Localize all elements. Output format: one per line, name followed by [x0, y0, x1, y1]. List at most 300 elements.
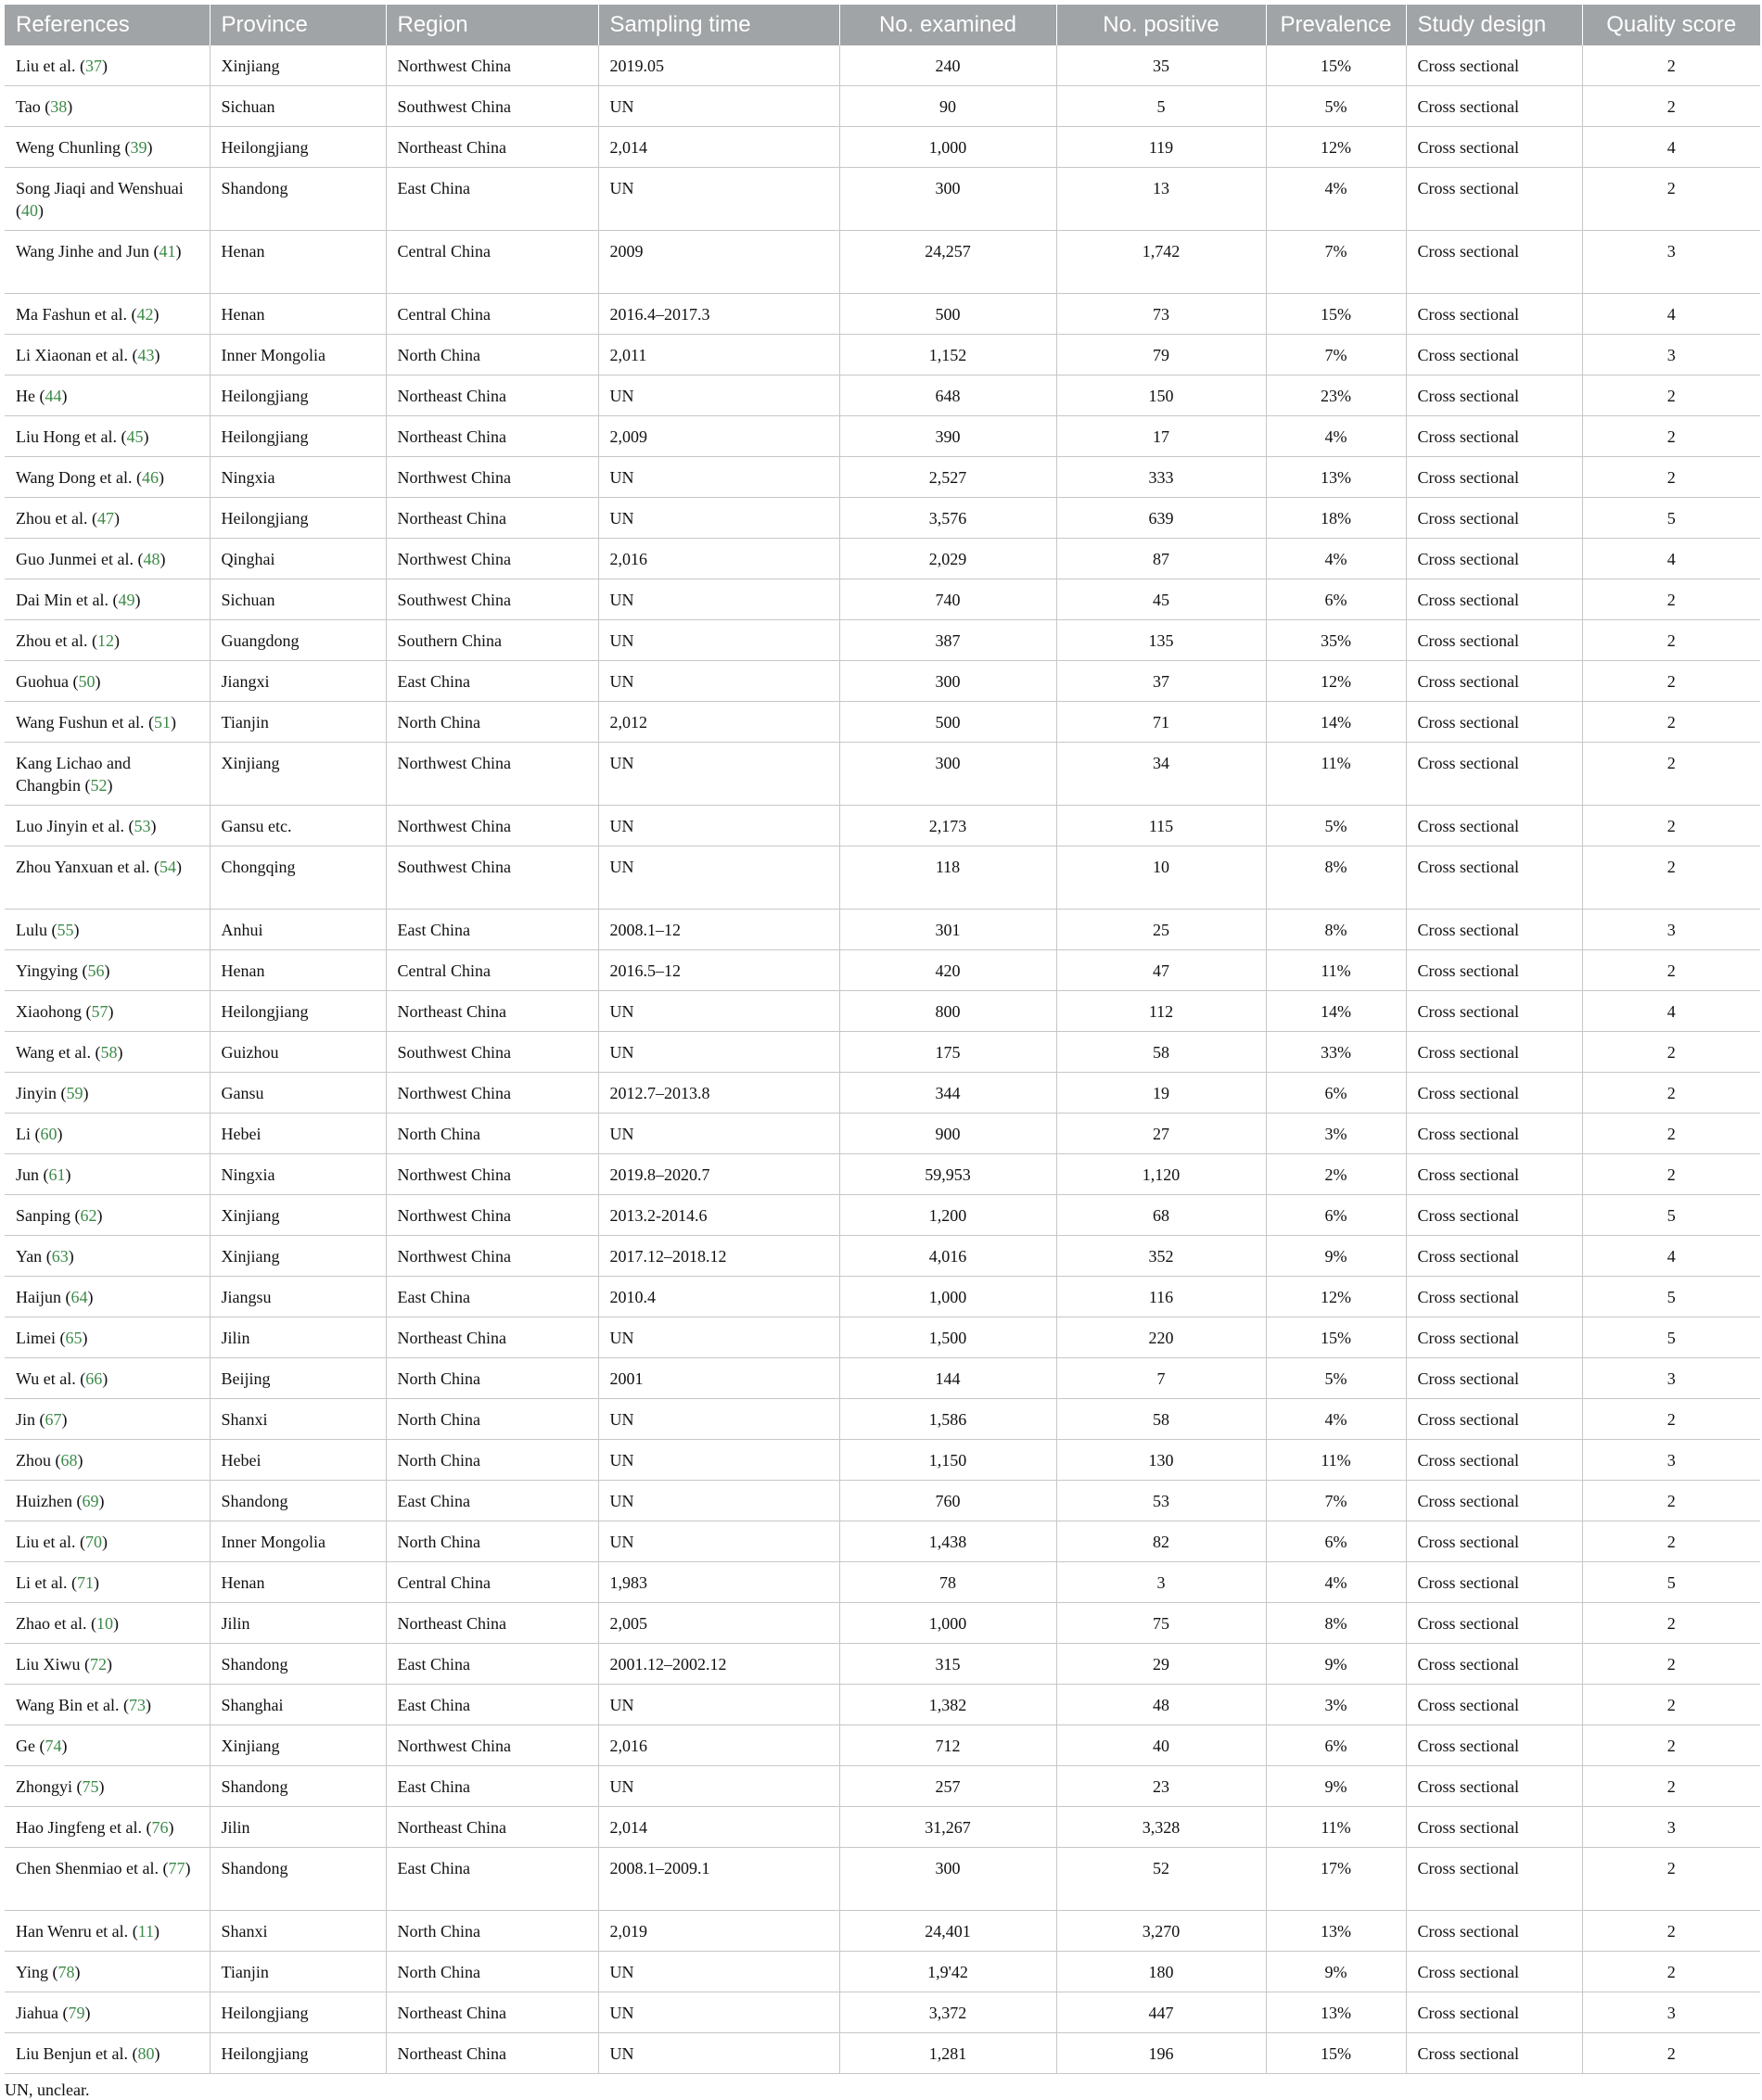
cell-sampling-time: UN	[598, 806, 839, 846]
cell-region: Northeast China	[386, 1603, 598, 1644]
cell-region: North China	[386, 1114, 598, 1154]
cell-positive: 27	[1056, 1114, 1266, 1154]
cell-province: Henan	[210, 231, 386, 294]
cell-reference: Sanping (62)	[5, 1195, 210, 1236]
cell-quality-score: 3	[1582, 1440, 1760, 1481]
cell-study-design: Cross sectional	[1406, 168, 1582, 231]
cell-sampling-time: 2008.1–12	[598, 910, 839, 950]
cell-region: Northwest China	[386, 45, 598, 86]
cell-examined: 648	[839, 375, 1056, 416]
cell-province: Qinghai	[210, 539, 386, 579]
cell-province: Heilongjiang	[210, 1992, 386, 2033]
cell-quality-score: 2	[1582, 375, 1760, 416]
cell-reference: Guohua (50)	[5, 661, 210, 702]
cell-quality-score: 5	[1582, 1562, 1760, 1603]
citation-link[interactable]: 42	[136, 305, 154, 324]
cell-reference: Liu Hong et al. (45)	[5, 416, 210, 457]
cell-positive: 119	[1056, 127, 1266, 168]
cell-quality-score: 3	[1582, 231, 1760, 294]
citation-link[interactable]: 71	[76, 1573, 94, 1592]
table-row	[5, 1358, 1760, 1399]
cell-prevalence: 13%	[1266, 1911, 1406, 1952]
citation-link[interactable]: 73	[129, 1696, 147, 1714]
cell-sampling-time: UN	[598, 1481, 839, 1521]
citation-link[interactable]: 77	[168, 1859, 185, 1877]
cell-examined: 2,173	[839, 806, 1056, 846]
citation-link[interactable]: 40	[21, 201, 38, 220]
citation-link[interactable]: 39	[130, 138, 147, 157]
reference-author: Guohua	[16, 672, 69, 691]
cell-region: North China	[386, 1440, 598, 1481]
cell-prevalence: 14%	[1266, 702, 1406, 743]
cell-sampling-time: 2,005	[598, 1603, 839, 1644]
cell-region: Northeast China	[386, 127, 598, 168]
cell-region: North China	[386, 335, 598, 375]
cell-positive: 73	[1056, 294, 1266, 335]
citation-link[interactable]: 59	[66, 1084, 83, 1102]
cell-examined: 500	[839, 702, 1056, 743]
cell-positive: 13	[1056, 168, 1266, 231]
citation-link[interactable]: 52	[90, 776, 108, 795]
cell-examined: 175	[839, 1032, 1056, 1073]
table-row	[5, 1195, 1760, 1236]
cell-study-design: Cross sectional	[1406, 1114, 1582, 1154]
citation-link[interactable]: 69	[82, 1492, 99, 1510]
cell-examined: 118	[839, 846, 1056, 910]
cell-examined: 300	[839, 168, 1056, 231]
table-row	[5, 416, 1760, 457]
citation-link[interactable]: 49	[118, 591, 135, 609]
cell-study-design: Cross sectional	[1406, 1992, 1582, 2033]
reference-author: Wang Dong et al.	[16, 468, 133, 487]
table-row	[5, 950, 1760, 991]
table-row	[5, 806, 1760, 846]
table-row	[5, 1807, 1760, 1848]
table-row	[5, 1317, 1760, 1358]
reference-author: Luo Jinyin et al.	[16, 817, 124, 835]
reference-author: Ma Fashun et al.	[16, 305, 127, 324]
cell-examined: 387	[839, 620, 1056, 661]
cell-prevalence: 6%	[1266, 1725, 1406, 1766]
cell-reference: Wang et al. (58)	[5, 1032, 210, 1073]
cell-reference: Zhou (68)	[5, 1440, 210, 1481]
cell-sampling-time: 2001.12–2002.12	[598, 1644, 839, 1685]
reference-author: Zhongyi	[16, 1777, 72, 1796]
citation-link[interactable]: 65	[65, 1329, 83, 1347]
cell-study-design: Cross sectional	[1406, 1562, 1582, 1603]
cell-examined: 315	[839, 1644, 1056, 1685]
cell-positive: 37	[1056, 661, 1266, 702]
cell-sampling-time: UN	[598, 1399, 839, 1440]
cell-region: North China	[386, 1521, 598, 1562]
citation-link[interactable]: 55	[57, 921, 74, 939]
reference-author: Huizhen	[16, 1492, 72, 1510]
cell-quality-score: 2	[1582, 1521, 1760, 1562]
cell-reference: Liu Benjun et al. (80)	[5, 2033, 210, 2074]
cell-reference: Li (60)	[5, 1114, 210, 1154]
cell-region: Northwest China	[386, 1154, 598, 1195]
cell-region: Southwest China	[386, 579, 598, 620]
cell-prevalence: 7%	[1266, 1481, 1406, 1521]
citation-link[interactable]: 67	[45, 1410, 62, 1429]
cell-region: East China	[386, 1481, 598, 1521]
cell-region: East China	[386, 1277, 598, 1317]
cell-positive: 10	[1056, 846, 1266, 910]
cell-positive: 3,270	[1056, 1911, 1266, 1952]
col-header-region: Region	[386, 5, 598, 45]
cell-reference: Ying (78)	[5, 1952, 210, 1992]
cell-examined: 390	[839, 416, 1056, 457]
cell-region: Northeast China	[386, 991, 598, 1032]
cell-reference: Liu et al. (70)	[5, 1521, 210, 1562]
cell-positive: 130	[1056, 1440, 1266, 1481]
cell-sampling-time: UN	[598, 1952, 839, 1992]
cell-region: Southwest China	[386, 86, 598, 127]
cell-examined: 1,586	[839, 1399, 1056, 1440]
citation-link[interactable]: 37	[84, 57, 102, 75]
table-body	[5, 45, 1760, 2074]
cell-reference: Dai Min et al. (49)	[5, 579, 210, 620]
citation-link[interactable]: 62	[80, 1206, 97, 1225]
citation-link[interactable]: 50	[78, 672, 96, 691]
cell-positive: 3,328	[1056, 1807, 1266, 1848]
cell-study-design: Cross sectional	[1406, 661, 1582, 702]
cell-quality-score: 2	[1582, 1603, 1760, 1644]
citation-link[interactable]: 38	[50, 97, 68, 116]
cell-province: Jiangsu	[210, 1277, 386, 1317]
cell-quality-score: 2	[1582, 1073, 1760, 1114]
citation-link[interactable]: 74	[45, 1737, 62, 1755]
cell-study-design: Cross sectional	[1406, 1440, 1582, 1481]
cell-examined: 301	[839, 910, 1056, 950]
cell-sampling-time: UN	[598, 846, 839, 910]
cell-reference: Wang Dong et al. (46)	[5, 457, 210, 498]
citation-link[interactable]: 72	[90, 1655, 107, 1674]
cell-positive: 53	[1056, 1481, 1266, 1521]
cell-study-design: Cross sectional	[1406, 1848, 1582, 1911]
citation-link[interactable]: 66	[85, 1369, 103, 1388]
table-container	[5, 5, 1760, 2100]
cell-study-design: Cross sectional	[1406, 1236, 1582, 1277]
cell-prevalence: 12%	[1266, 1277, 1406, 1317]
cell-examined: 3,372	[839, 1992, 1056, 2033]
citation-link[interactable]: 60	[40, 1125, 57, 1143]
cell-reference: Jun (61)	[5, 1154, 210, 1195]
cell-reference: Weng Chunling (39)	[5, 127, 210, 168]
cell-positive: 87	[1056, 539, 1266, 579]
table-row	[5, 375, 1760, 416]
cell-reference: Huizhen (69)	[5, 1481, 210, 1521]
cell-quality-score: 2	[1582, 457, 1760, 498]
cell-province: Guizhou	[210, 1032, 386, 1073]
cell-positive: 115	[1056, 806, 1266, 846]
cell-positive: 333	[1056, 457, 1266, 498]
citation-link[interactable]: 11	[137, 1922, 155, 1941]
cell-prevalence: 9%	[1266, 1236, 1406, 1277]
cell-positive: 135	[1056, 620, 1266, 661]
cell-prevalence: 15%	[1266, 2033, 1406, 2074]
cell-quality-score: 2	[1582, 86, 1760, 127]
table-row	[5, 1032, 1760, 1073]
cell-sampling-time: 1,983	[598, 1562, 839, 1603]
cell-reference: Haijun (64)	[5, 1277, 210, 1317]
reference-author: Wu et al.	[16, 1369, 76, 1388]
cell-positive: 75	[1056, 1603, 1266, 1644]
citation-link[interactable]: 46	[142, 468, 160, 487]
table-row	[5, 743, 1760, 806]
citation-link[interactable]: 54	[159, 858, 176, 876]
cell-reference: Wu et al. (66)	[5, 1358, 210, 1399]
cell-study-design: Cross sectional	[1406, 539, 1582, 579]
cell-prevalence: 7%	[1266, 335, 1406, 375]
cell-study-design: Cross sectional	[1406, 86, 1582, 127]
cell-province: Shandong	[210, 1481, 386, 1521]
cell-examined: 1,152	[839, 335, 1056, 375]
cell-sampling-time: UN	[598, 1317, 839, 1358]
citation-link[interactable]: 58	[100, 1043, 118, 1062]
cell-province: Beijing	[210, 1358, 386, 1399]
cell-positive: 47	[1056, 950, 1266, 991]
cell-sampling-time: UN	[598, 457, 839, 498]
cell-examined: 760	[839, 1481, 1056, 1521]
cell-province: Shanxi	[210, 1911, 386, 1952]
cell-prevalence: 6%	[1266, 1195, 1406, 1236]
table-row	[5, 1073, 1760, 1114]
cell-region: Central China	[386, 950, 598, 991]
cell-positive: 150	[1056, 375, 1266, 416]
cell-study-design: Cross sectional	[1406, 579, 1582, 620]
cell-region: Northwest China	[386, 457, 598, 498]
table-row	[5, 1277, 1760, 1317]
cell-study-design: Cross sectional	[1406, 846, 1582, 910]
citation-link[interactable]: 48	[143, 550, 160, 568]
cell-region: Northeast China	[386, 1992, 598, 2033]
cell-quality-score: 2	[1582, 1685, 1760, 1725]
cell-examined: 78	[839, 1562, 1056, 1603]
citation-link[interactable]: 80	[137, 2044, 155, 2063]
cell-examined: 300	[839, 743, 1056, 806]
cell-quality-score: 3	[1582, 910, 1760, 950]
cell-examined: 420	[839, 950, 1056, 991]
cell-quality-score: 4	[1582, 1236, 1760, 1277]
reference-author: Liu et al.	[16, 57, 76, 75]
reference-author: Wang et al.	[16, 1043, 92, 1062]
cell-positive: 58	[1056, 1032, 1266, 1073]
citation-link[interactable]: 51	[154, 713, 172, 732]
cell-reference: Yingying (56)	[5, 950, 210, 991]
citation-link[interactable]: 10	[96, 1614, 113, 1633]
cell-examined: 500	[839, 294, 1056, 335]
table-row	[5, 539, 1760, 579]
citation-link[interactable]: 70	[84, 1533, 102, 1551]
cell-prevalence: 8%	[1266, 846, 1406, 910]
cell-positive: 7	[1056, 1358, 1266, 1399]
cell-quality-score: 2	[1582, 1032, 1760, 1073]
cell-examined: 90	[839, 86, 1056, 127]
col-header-examined: No. examined	[839, 5, 1056, 45]
citation-link[interactable]: 12	[96, 631, 114, 650]
cell-province: Hebei	[210, 1114, 386, 1154]
citation-link[interactable]: 47	[96, 509, 114, 528]
cell-sampling-time: UN	[598, 620, 839, 661]
cell-province: Sichuan	[210, 86, 386, 127]
reference-author: Kang Lichao and Changbin	[16, 754, 131, 795]
citation-link[interactable]: 68	[60, 1451, 78, 1470]
citation-link[interactable]: 64	[70, 1288, 88, 1306]
cell-reference: Song Jiaqi and Wenshuai (40)	[5, 168, 210, 231]
cell-examined: 1,200	[839, 1195, 1056, 1236]
cell-region: Northwest China	[386, 743, 598, 806]
table-row	[5, 498, 1760, 539]
reference-author: Xiaohong	[16, 1002, 82, 1021]
cell-study-design: Cross sectional	[1406, 910, 1582, 950]
col-header-prevalence: Prevalence	[1266, 5, 1406, 45]
citation-link[interactable]: 63	[51, 1247, 69, 1266]
cell-prevalence: 11%	[1266, 1807, 1406, 1848]
citation-link[interactable]: 44	[45, 387, 62, 405]
cell-region: East China	[386, 168, 598, 231]
table-row	[5, 1236, 1760, 1277]
table-row	[5, 1685, 1760, 1725]
cell-study-design: Cross sectional	[1406, 950, 1582, 991]
cell-examined: 3,576	[839, 498, 1056, 539]
cell-quality-score: 2	[1582, 1911, 1760, 1952]
cell-sampling-time: 2001	[598, 1358, 839, 1399]
cell-positive: 1,742	[1056, 231, 1266, 294]
table-row	[5, 168, 1760, 231]
cell-sampling-time: 2017.12–2018.12	[598, 1236, 839, 1277]
cell-sampling-time: 2016.4–2017.3	[598, 294, 839, 335]
cell-province: Heilongjiang	[210, 2033, 386, 2074]
cell-quality-score: 2	[1582, 2033, 1760, 2074]
cell-prevalence: 18%	[1266, 498, 1406, 539]
citation-link[interactable]: 57	[91, 1002, 109, 1021]
reference-author: Wang Fushun et al.	[16, 713, 145, 732]
citation-link[interactable]: 53	[134, 817, 151, 835]
cell-prevalence: 3%	[1266, 1685, 1406, 1725]
cell-province: Heilongjiang	[210, 991, 386, 1032]
reference-author: Limei	[16, 1329, 56, 1347]
cell-quality-score: 2	[1582, 579, 1760, 620]
table-row	[5, 1992, 1760, 2033]
cell-quality-score: 3	[1582, 1992, 1760, 2033]
reference-author: Dai Min et al.	[16, 591, 109, 609]
cell-province: Tianjin	[210, 1952, 386, 1992]
cell-examined: 740	[839, 579, 1056, 620]
cell-prevalence: 33%	[1266, 1032, 1406, 1073]
citation-link[interactable]: 79	[68, 2004, 85, 2022]
citation-link[interactable]: 45	[126, 427, 144, 446]
cell-reference: Limei (65)	[5, 1317, 210, 1358]
cell-prevalence: 7%	[1266, 231, 1406, 294]
table-row	[5, 1521, 1760, 1562]
cell-positive: 34	[1056, 743, 1266, 806]
cell-region: East China	[386, 1685, 598, 1725]
table-footnote: UN, unclear.	[5, 2081, 90, 2099]
cell-study-design: Cross sectional	[1406, 1399, 1582, 1440]
reference-author: Zhou Yanxuan et al.	[16, 858, 150, 876]
cell-province: Shandong	[210, 168, 386, 231]
reference-author: Haijun	[16, 1288, 61, 1306]
cell-study-design: Cross sectional	[1406, 231, 1582, 294]
cell-region: Northeast China	[386, 416, 598, 457]
cell-sampling-time: UN	[598, 1032, 839, 1073]
cell-study-design: Cross sectional	[1406, 1317, 1582, 1358]
cell-quality-score: 2	[1582, 702, 1760, 743]
citation-link[interactable]: 78	[57, 1963, 75, 1981]
cell-quality-score: 3	[1582, 335, 1760, 375]
cell-reference: Li et al. (71)	[5, 1562, 210, 1603]
cell-region: East China	[386, 661, 598, 702]
citation-link[interactable]: 76	[151, 1818, 169, 1837]
cell-quality-score: 3	[1582, 1358, 1760, 1399]
cell-examined: 2,527	[839, 457, 1056, 498]
citation-link[interactable]: 41	[159, 242, 176, 261]
cell-quality-score: 5	[1582, 1317, 1760, 1358]
citation-link[interactable]: 75	[82, 1777, 99, 1796]
cell-sampling-time: 2,009	[598, 416, 839, 457]
citation-link[interactable]: 61	[48, 1165, 66, 1184]
cell-quality-score: 5	[1582, 498, 1760, 539]
cell-positive: 82	[1056, 1521, 1266, 1562]
citation-link[interactable]: 56	[87, 961, 105, 980]
cell-prevalence: 11%	[1266, 950, 1406, 991]
table-row	[5, 1440, 1760, 1481]
cell-examined: 24,257	[839, 231, 1056, 294]
cell-positive: 23	[1056, 1766, 1266, 1807]
cell-quality-score: 2	[1582, 1952, 1760, 1992]
cell-reference: Tao (38)	[5, 86, 210, 127]
cell-positive: 17	[1056, 416, 1266, 457]
cell-quality-score: 2	[1582, 1114, 1760, 1154]
cell-quality-score: 2	[1582, 1399, 1760, 1440]
cell-study-design: Cross sectional	[1406, 45, 1582, 86]
reference-author: Weng Chunling	[16, 138, 121, 157]
citation-link[interactable]: 43	[137, 346, 155, 364]
cell-region: Northwest China	[386, 1236, 598, 1277]
cell-province: Chongqing	[210, 846, 386, 910]
cell-reference: Zhongyi (75)	[5, 1766, 210, 1807]
cell-province: Heilongjiang	[210, 375, 386, 416]
cell-province: Jilin	[210, 1317, 386, 1358]
col-header-sampling-time: Sampling time	[598, 5, 839, 45]
cell-province: Inner Mongolia	[210, 1521, 386, 1562]
table-row	[5, 86, 1760, 127]
reference-author: Liu Xiwu	[16, 1655, 81, 1674]
cell-region: East China	[386, 1766, 598, 1807]
cell-province: Henan	[210, 294, 386, 335]
cell-province: Heilongjiang	[210, 416, 386, 457]
reference-author: Zhou	[16, 1451, 51, 1470]
cell-study-design: Cross sectional	[1406, 1685, 1582, 1725]
cell-sampling-time: UN	[598, 375, 839, 416]
table-row	[5, 579, 1760, 620]
table-row	[5, 231, 1760, 294]
cell-region: North China	[386, 1911, 598, 1952]
cell-sampling-time: UN	[598, 498, 839, 539]
table-row	[5, 1562, 1760, 1603]
cell-province: Inner Mongolia	[210, 335, 386, 375]
reference-author: Chen Shenmiao et al.	[16, 1859, 159, 1877]
cell-region: Northwest China	[386, 539, 598, 579]
cell-prevalence: 15%	[1266, 1317, 1406, 1358]
cell-study-design: Cross sectional	[1406, 498, 1582, 539]
table-row	[5, 1766, 1760, 1807]
reference-author: Zhao et al.	[16, 1614, 87, 1633]
cell-positive: 19	[1056, 1073, 1266, 1114]
cell-study-design: Cross sectional	[1406, 416, 1582, 457]
cell-prevalence: 3%	[1266, 1114, 1406, 1154]
